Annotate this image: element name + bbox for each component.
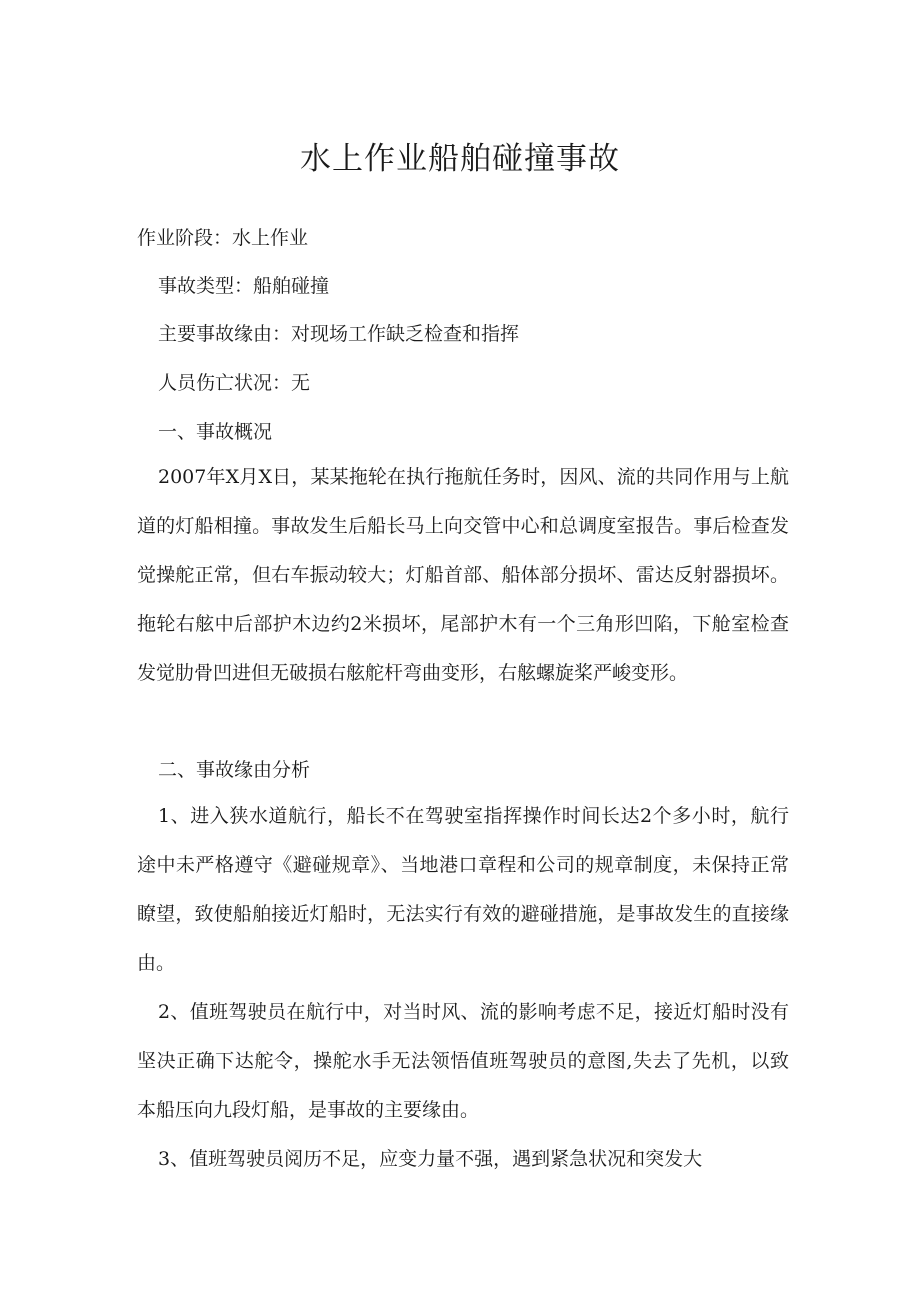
cause-item-2: 2、值班驾驶员在航行中，对当时风、流的影响考虑不足，接近灯船时没有坚决正确下达舵令，操舵水手无法领悟值班驾驶员的意图,失去了先机，以致本船压向九段灯船，是事故的主要缘由。 [137, 1001, 789, 1121]
cause-item-1: 1、进入狭水道航行，船长不在驾驶室指挥操作时间长达2个多小时，航行途中未严格遵守《避碰规章》、当地港口章程和公司的规章制度，未保持正常瞭望，致使船舶接近灯船时，无法实行有效的避碰措施，是事故发生的直接缘由。 [137, 805, 789, 974]
field-work-stage: 作业阶段：水上作业 [137, 227, 309, 249]
section-heading-cause-analysis: 二、事故缘由分析 [158, 759, 311, 781]
field-main-cause: 主要事故缘由：对现场工作缺乏检查和指挥 [158, 323, 520, 345]
document-title: 水上作业船舶碰撞事故 [300, 141, 620, 177]
overview-paragraph: 2007年X月X日，某某拖轮在执行拖航任务时，因风、流的共同作用与上航道的灯船相撞。事故发生后船长马上向交管中心和总调度室报告。事后检查发觉操舵正常，但右车振动较大；灯船首部、船体部分损坏、雷达反射器损坏。拖轮右舷中后部护木边约2米损坏，尾部护木有一个三角形凹陷，下舱室检查发觉肋骨凹进但无破损右舷舵杆弯曲变形，右舷螺旋桨严峻变形。 [137, 466, 789, 684]
cause-item-3: 3、值班驾驶员阅历不足，应变力量不强，遇到紧急状况和突发大 [158, 1148, 703, 1170]
field-accident-type: 事故类型：船舶碰撞 [158, 275, 330, 297]
section-heading-overview: 一、事故概况 [158, 421, 273, 443]
field-casualties: 人员伤亡状况：无 [158, 372, 311, 394]
